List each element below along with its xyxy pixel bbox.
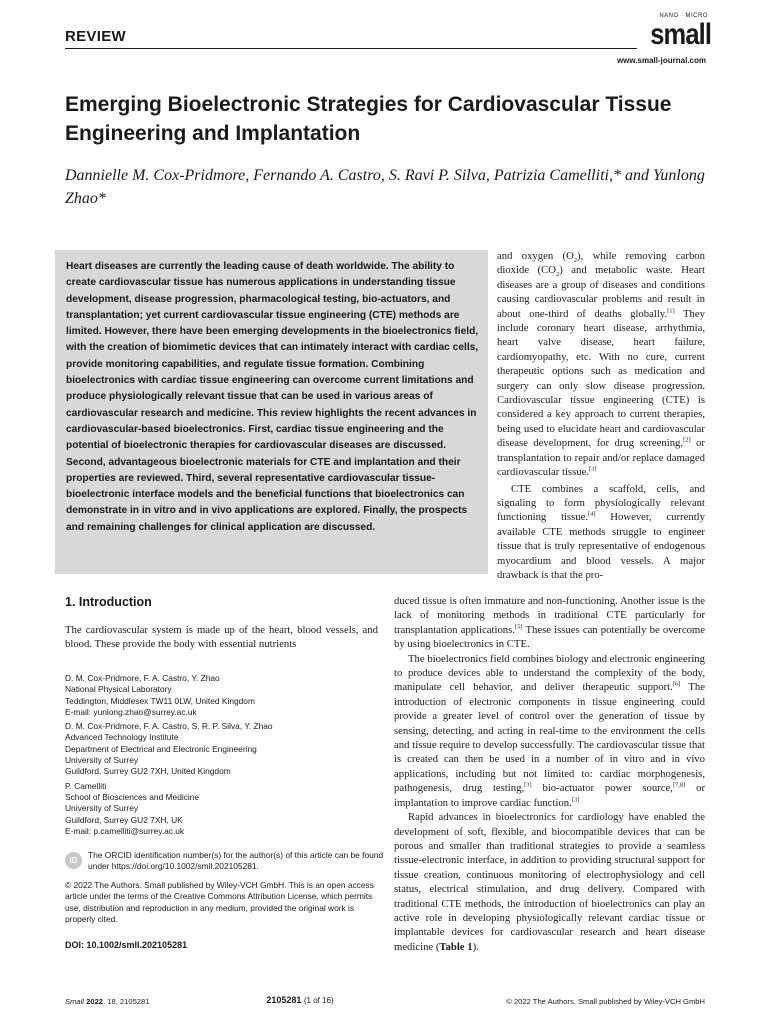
abstract-text: Heart diseases are currently the leading cause of death worldwide. The ability to create cardiovascular tissue has numerous applications in understanding tissue development, disease progression, pharmacological testing, bio-actuators, and transplantation; yet current cardiovascular tissue engineering (CTE) methods are limited. However, there have been emerging developments in the bioelectronics field, with the creation of biomimetic devices that can intimately interact with cardiac cells, provide monitoring capabilities, and regulate tissue formation. Combining bioelectronics with cardiac tissue engineering can overcome current limitations and produce physiologically relevant tissue that can be used in various areas of cardiovascular research and medicine. This review highlights the recent advances in cardiovascular-based bioelectronics. First, cardiac tissue engineering and the potential of bioelectronic therapies for cardiovascular diseases are discussed. Second, advantageous bioelectronic materials for CTE and implantation and their properties are reviewed. Third, several representative cardiovascular tissue-bioelectronic interface models and the beneficial functions that bioelectronics can demonstrate in in vitro and in vivo applications are explored. Finally, the prospects and remaining challenges for clinical application are discussed. bbox=[66, 261, 479, 533]
email-link[interactable]: E-mail: p.camelliti@surrey.ac.uk bbox=[65, 825, 185, 836]
citation-link[interactable]: [3] bbox=[589, 465, 597, 473]
affiliation-group bbox=[65, 721, 385, 777]
article-title: Emerging Bioelectronic Strategies for Cardiovascular Tissue Engineering and Implantation bbox=[65, 93, 672, 145]
license-text: © 2022 The Authors. Small published by Wiley-VCH GmbH. This is an open access article under the terms of the Creative Commons Attribution License, which permits use, distribution and reproduction in any medium, provided the original work is properly cited. bbox=[65, 880, 374, 924]
footer-citation: Small 2022, 18, 2105281 bbox=[65, 997, 150, 1006]
footer-page-number: 2105281 (1 of 16) bbox=[266, 995, 334, 1005]
journal-url-link[interactable]: www.small-journal.com bbox=[616, 56, 706, 65]
section-label: REVIEW bbox=[65, 28, 126, 45]
footer-copyright: © 2022 The Authors. Small published by Wiley-VCH GmbH bbox=[506, 997, 705, 1006]
paragraph: The bioelectronics field combines biology and electronic engineering to produce devices able to understand the complexity of the body, manipulate cell behavior, and deliver therapeutic support.[6] The introduction of electronic components in tissue engineering could provide a greater level of control over the generation of tissue by sensing, detecting, and acting in real-time to the environment the cells and tissue require to develop successfully. The cardiovascular tissue that is created can then be used in a number of in vitro and in vivo applications, including but not limited to: cardiac morphogenesis, pathogenesis, drug testing,[3] bio-actuator power source,[7,8] or implantation to improve cardiac function.[3] bbox=[394, 652, 706, 809]
affiliation-line: Guildford, Surrey GU2 7XH, United Kingdom bbox=[65, 766, 231, 777]
affiliation-line: D. M. Cox-Pridmore, F. A. Castro, Y. Zhao bbox=[65, 673, 220, 683]
affiliation-line: P. Camelliti bbox=[65, 780, 107, 791]
citation-link[interactable]: [3] bbox=[524, 781, 532, 789]
citation-link[interactable]: [5] bbox=[514, 623, 523, 631]
citation-link[interactable]: [7,8] bbox=[672, 781, 686, 789]
body-column-right-bottom bbox=[394, 594, 705, 954]
affiliation-line: Department of Electrical and Electronic Engineering bbox=[65, 743, 257, 754]
paragraph: and oxygen $(O_2)$, while removing carbon dioxide $(CO_2)$ and metabolic waste. Heart diseases are a group of diseases and conditions causing cardiovascular problems and result in about one-third of deaths globally.[1] They include coronary heart disease, arrhythmia, heart valve disease, heart failure, cardiomyopathy, etc. With no cure, current therapeutic options such as medication and surgery can only slow disease progression. Cardiovascular tissue engineering (CTE) is considered a key approach to current therapies, being used to elucidate heart and cardiovascular disease development, for drug screening,[2] or transplantation to repair and/or replace damaged cardiovascular tissue.[3] bbox=[497, 250, 705, 479]
orcid-icon[interactable]: iD bbox=[65, 852, 82, 869]
affiliation-line: Teddington, Middlesex TW11 0LW, United Kingdom bbox=[65, 695, 255, 706]
table-link[interactable]: Table 1 bbox=[439, 940, 473, 953]
citation-link[interactable]: [2] bbox=[683, 436, 691, 444]
doi-link[interactable]: DOI: 10.1002/smll.202105281 bbox=[65, 940, 188, 950]
affiliation-line: D. M. Cox-Pridmore, F. A. Castro, S. R. P. Silva, Y. Zhao bbox=[65, 721, 273, 732]
paragraph: Rapid advances in bioelectronics for cardiology have enabled the development of soft, flexible, and biocompatible devices that can be porous and smaller than traditional strategies to provide a seamless tissue-electronic interface, in addition to providing structural support for tissue creation, continuous monitoring of electrophysiology and cell status, electrical stimulation, and drug delivery. Compared with traditional CTE methods, the introduction of bioelectronics can play an active role in developing physiologically relevant cardiac tissue or implantable devices for cardiovascular research and heart disease medicine (Table 1). bbox=[394, 811, 705, 953]
body-column-right-top bbox=[497, 249, 705, 582]
orcid-text[interactable]: The ORCID identification number(s) for the author(s) of this article can be found under https://doi.org/10.1002/smll.202105281. bbox=[88, 850, 384, 872]
affiliation-group bbox=[65, 673, 385, 718]
affiliation-line: University of Surrey bbox=[65, 755, 139, 766]
affiliation-line: University of Surrey bbox=[65, 803, 139, 814]
journal-logo-subtitle: NANO · MICRO bbox=[659, 13, 708, 19]
body-column-left bbox=[65, 623, 378, 652]
affiliation-line: Advanced Technology Institute bbox=[65, 732, 179, 743]
journal-logo bbox=[640, 12, 712, 51]
orcid-note bbox=[65, 850, 385, 873]
affiliation-line: School of Biosciences and Medicine bbox=[65, 791, 200, 802]
citation-link[interactable]: [4] bbox=[588, 510, 596, 518]
citation-link[interactable]: [3] bbox=[571, 796, 580, 804]
paragraph: duced tissue is often immature and non-functioning. Another issue is the lack of monitoring methods in traditional CTE particularly for transplantation applications.[5] These issues can potentially be overcome by using bioelectronics in CTE. bbox=[394, 595, 705, 651]
header-rule bbox=[65, 48, 637, 49]
author-list: Dannielle M. Cox-Pridmore, Fernando A. Castro, S. Ravi P. Silva, Patrizia Camelliti,* and Yunlong Zhao* bbox=[65, 167, 705, 207]
email-link[interactable]: E-mail: yunlong.zhao@surrey.ac.uk bbox=[65, 706, 197, 717]
paragraph: The cardiovascular system is made up of the heart, blood vessels, and blood. These provide the body with essential nutrients bbox=[65, 624, 378, 651]
affiliation-line: National Physical Laboratory bbox=[65, 684, 172, 695]
journal-logo-name: small bbox=[650, 18, 712, 51]
section-heading: 1. Introduction bbox=[65, 595, 152, 609]
citation-link[interactable]: [1] bbox=[667, 307, 675, 315]
affiliation-line: Guildford, Surrey GU2 7XH, UK bbox=[65, 814, 183, 825]
affiliation-group bbox=[65, 781, 385, 837]
paragraph: CTE combines a scaffold, cells, and signaling to form physiologically relevant functioning tissue.[4] However, currently available CTE methods struggle to engineer tissue that is truly representative of endogenous myocardium and blood vessels. A major drawback is that the pro- bbox=[497, 482, 705, 581]
citation-link[interactable]: [6] bbox=[672, 680, 681, 688]
affiliations bbox=[65, 673, 385, 840]
